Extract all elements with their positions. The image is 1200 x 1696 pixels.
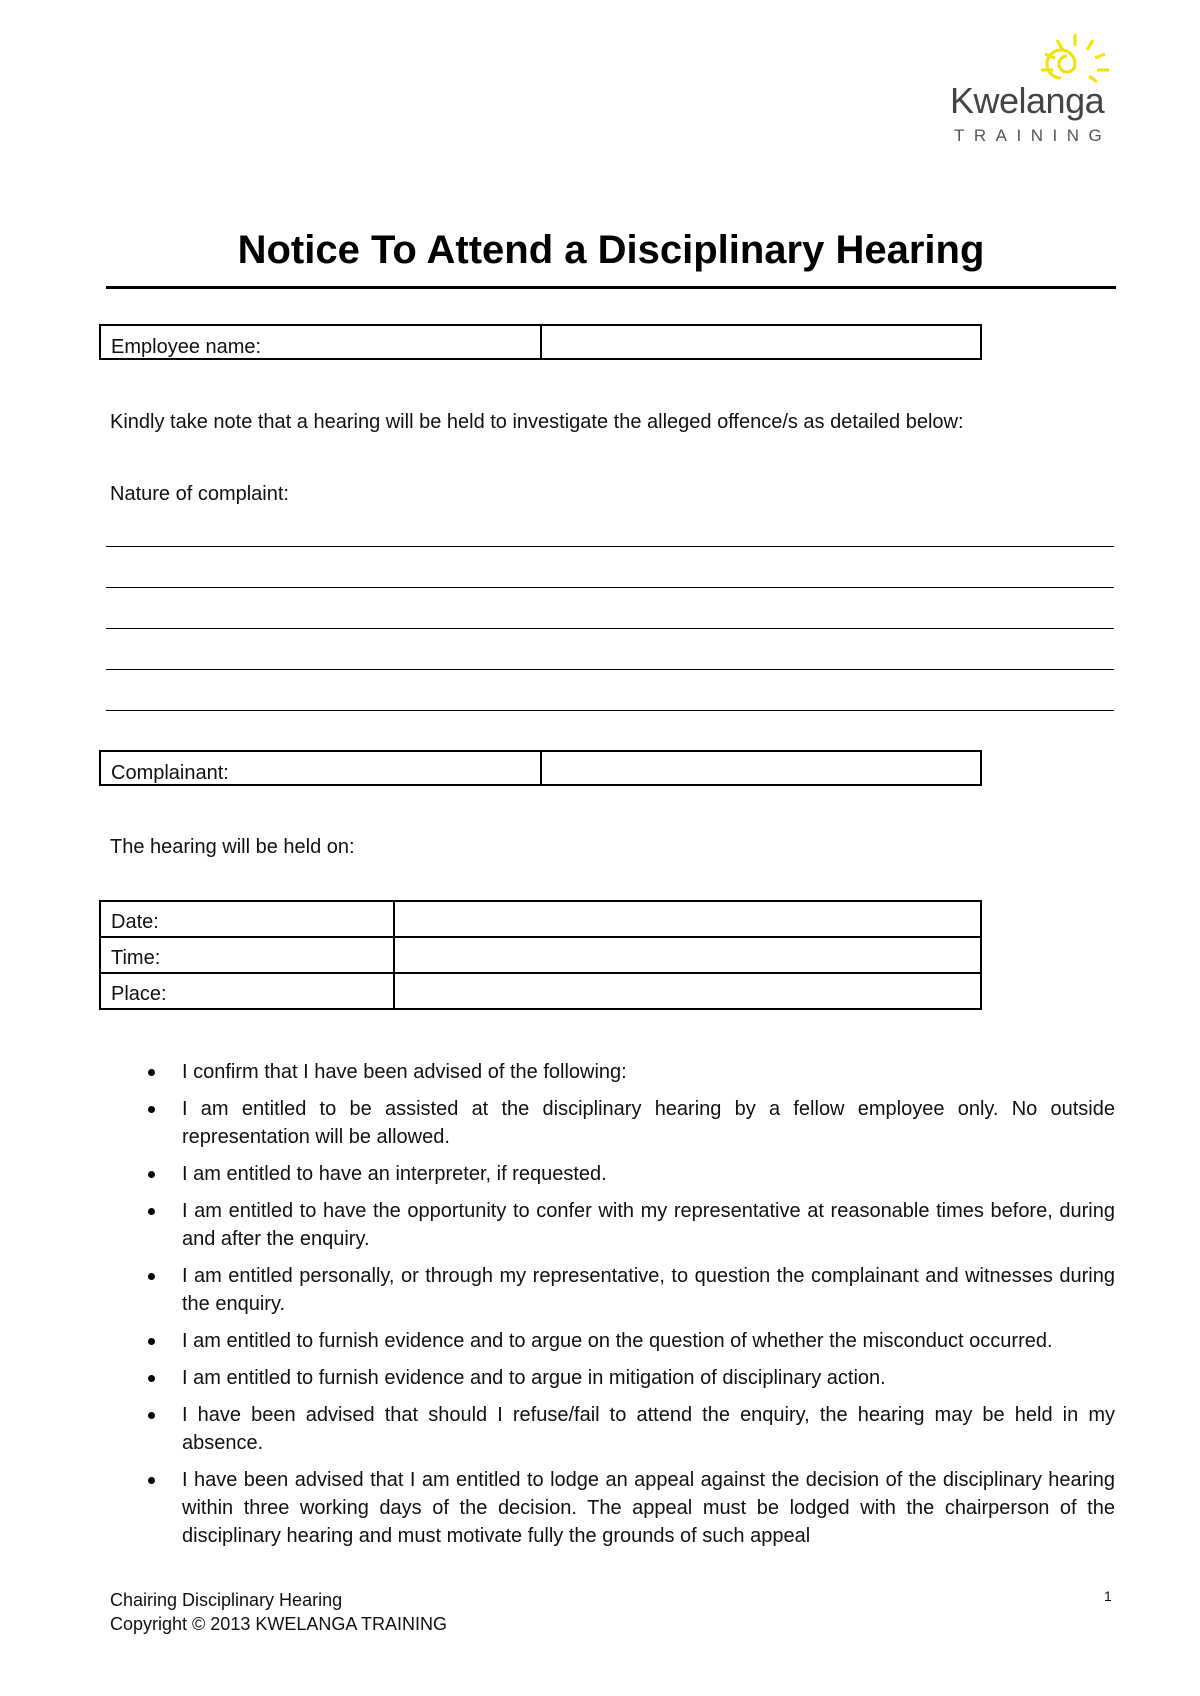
page-footer: [110, 1588, 447, 1636]
place-field[interactable]: [395, 974, 980, 1008]
complainant-field[interactable]: [542, 752, 980, 784]
list-item: [140, 1160, 1115, 1188]
bullet-icon: [148, 1375, 155, 1382]
bullet-icon: [148, 1412, 155, 1419]
title-divider: [106, 286, 1116, 289]
hearing-schedule-table: [99, 900, 982, 1010]
list-item: [140, 1262, 1115, 1318]
complaint-line[interactable]: [106, 628, 1114, 629]
logo-name: Kwelanga: [950, 80, 1105, 121]
list-item-text: I am entitled to furnish evidence and to argue in mitigation of disciplinary action.: [182, 1367, 886, 1389]
list-item-text: I am entitled personally, or through my representative, to question the complainant and witnesses during the enquiry.: [182, 1265, 1115, 1315]
date-label: Date:: [101, 902, 395, 936]
intro-text: Kindly take note that a hearing will be held to investigate the alleged offence/s as detailed below:: [110, 411, 964, 433]
table-row: [101, 972, 980, 1008]
list-item: [140, 1466, 1115, 1550]
bullet-icon: [148, 1338, 155, 1345]
time-label: Time:: [101, 938, 395, 972]
company-logo: [950, 30, 1120, 150]
complainant-row: [99, 750, 982, 786]
complaint-line[interactable]: [106, 587, 1114, 588]
list-item-text: I am entitled to have an interpreter, if requested.: [182, 1163, 607, 1185]
list-item: [140, 1197, 1115, 1253]
bullet-icon: [148, 1069, 155, 1076]
bullet-icon: [148, 1273, 155, 1280]
list-item: [140, 1364, 1115, 1392]
rights-list: [140, 1058, 1115, 1559]
list-item-text: I am entitled to furnish evidence and to argue on the question of whether the misconduct occurred.: [182, 1330, 1053, 1352]
complaint-line[interactable]: [106, 546, 1114, 547]
bullet-icon: [148, 1208, 155, 1215]
employee-name-label: Employee name:: [101, 326, 542, 358]
date-field[interactable]: [395, 902, 980, 936]
complaint-label: Nature of complaint:: [110, 483, 289, 505]
page-number: 1: [1104, 1588, 1112, 1604]
place-label: Place:: [101, 974, 395, 1008]
hearing-intro: The hearing will be held on:: [110, 836, 355, 858]
logo-subtitle: TRAINING: [954, 126, 1112, 145]
footer-course: Chairing Disciplinary Hearing: [110, 1590, 343, 1610]
complainant-label: Complainant:: [101, 752, 542, 784]
list-item-text: I am entitled to have the opportunity to confer with my representative at reasonable times before, during and after the enquiry.: [182, 1200, 1115, 1250]
table-row: [101, 902, 980, 936]
time-field[interactable]: [395, 938, 980, 972]
list-item-text: I have been advised that should I refuse/fail to attend the enquiry, the hearing may be held in my absence.: [182, 1404, 1115, 1454]
list-item-text: I have been advised that I am entitled to lodge an appeal against the decision of the disciplinary hearing within three working days of the decision. The appeal must be lodged with the chairperson of the disciplinary hearing and must motivate fully the grounds of such appeal: [182, 1469, 1115, 1547]
employee-name-field[interactable]: [542, 326, 980, 358]
list-item-text: I confirm that I have been advised of the following:: [182, 1061, 627, 1083]
list-item: [140, 1095, 1115, 1151]
bullet-icon: [148, 1106, 155, 1113]
table-row: [101, 936, 980, 972]
list-item: [140, 1401, 1115, 1457]
bullet-icon: [148, 1171, 155, 1178]
complaint-line[interactable]: [106, 710, 1114, 711]
complaint-line[interactable]: [106, 669, 1114, 670]
list-item-text: I am entitled to be assisted at the disciplinary hearing by a fellow employee only. No outside representation will be allowed.: [182, 1098, 1115, 1148]
list-item: [140, 1058, 1115, 1086]
page-title: Notice To Attend a Disciplinary Hearing: [237, 228, 985, 272]
bullet-icon: [148, 1477, 155, 1484]
list-item: [140, 1327, 1115, 1355]
footer-copyright: Copyright © 2013 KWELANGA TRAINING: [110, 1614, 448, 1634]
employee-name-row: [99, 324, 982, 360]
